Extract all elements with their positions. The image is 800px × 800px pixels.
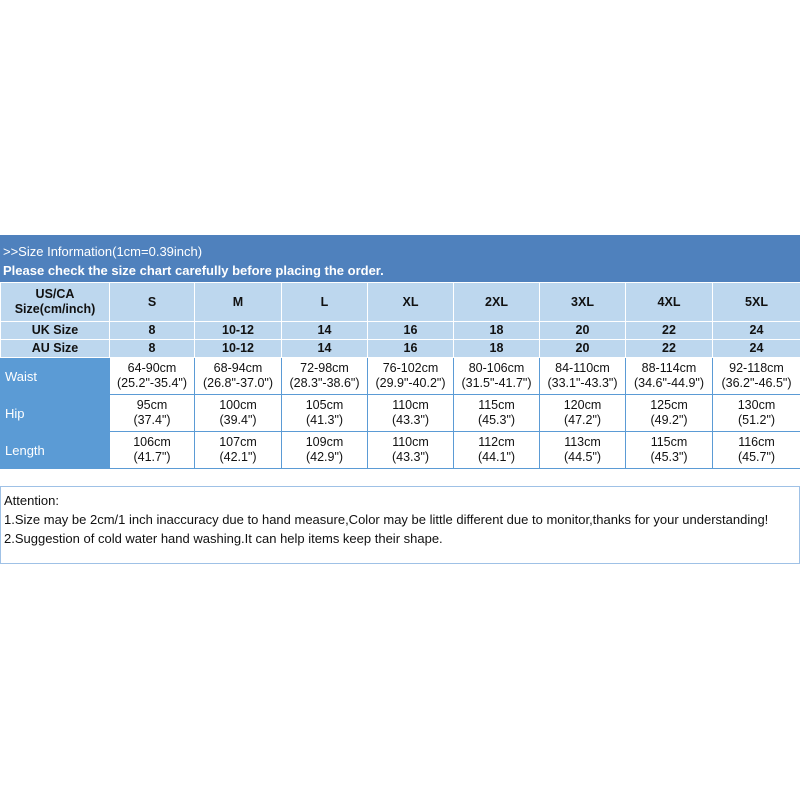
measurement-inch: (36.2"-46.5") [721,376,792,390]
measurement-cell [195,395,282,432]
uk-size-cell: 18 [454,322,540,340]
au-size-cell: 18 [454,340,540,358]
measurement-cell [713,432,800,469]
au-size-cell: 14 [282,340,368,358]
uk-size-cell: 10-12 [195,322,282,340]
measurement-cell [454,432,540,469]
measurement-cell [713,395,800,432]
measurement-cm: 115cm [478,398,515,412]
size-check-notice: Please check the size chart carefully before placing the order. [3,263,384,278]
uk-size-cell: 24 [713,322,800,340]
waist-row [1,358,800,395]
uk-size-cell: 22 [626,322,713,340]
attention-title: Attention: [4,493,59,508]
uk-size-cell: 14 [282,322,368,340]
size-cell: S [110,283,195,322]
measurement-cell [454,358,540,395]
measurement-inch: (45.7") [737,450,776,464]
au-size-cell: 24 [713,340,800,358]
au-size-cell: 16 [368,340,454,358]
us-size-row [1,283,800,322]
measurement-cm: 84-110cm [555,361,610,375]
measurement-cm: 115cm [650,435,688,449]
measurement-cell [540,432,626,469]
measurement-cell [195,432,282,469]
au-size-cell: 20 [540,340,626,358]
size-info-title: >>Size Information(1cm=0.39inch) [3,244,203,259]
measurement-cm: 95cm [136,398,168,412]
uk-size-cell: 20 [540,322,626,340]
measurement-cm: 68-94cm [213,361,263,375]
hip-row [1,395,800,432]
measurement-cell [368,432,454,469]
measurement-inch: (29.9"-40.2") [375,376,446,390]
uk-size-cell: 16 [368,322,454,340]
measurement-cm: 72-98cm [300,361,349,375]
size-cell: L [282,283,368,322]
measurement-inch: (43.3") [391,450,430,464]
measurement-inch: (49.2") [650,413,688,427]
size-cell: XL [368,283,454,322]
measurement-cm: 76-102cm [382,361,439,375]
measurement-inch: (39.4") [219,413,257,427]
attention-note-2: 2.Suggestion of cold water hand washing.It can help items keep their shape. [4,531,443,546]
measurement-cm: 80-106cm [468,361,525,375]
measurement-inch: (26.8"-37.0") [202,376,274,390]
measurement-cell [368,358,454,395]
au-size-label: AU Size [1,340,110,358]
measurement-inch: (28.3"-38.6") [289,376,360,390]
measurement-cm: 125cm [650,398,688,412]
us-size-label-line2: Size(cm/inch) [14,302,96,316]
measurement-inch: (41.7") [133,450,171,464]
measurement-cell [282,358,368,395]
measurement-cell [110,358,195,395]
measurement-cell [626,395,713,432]
measurement-inch: (44.5") [563,450,602,464]
measurement-cell [110,395,195,432]
measurement-cm: 92-118cm [729,361,784,375]
uk-size-label: UK Size [1,322,110,340]
size-cell: 2XL [454,283,540,322]
measurement-inch: (42.1") [219,450,257,464]
measurement-cm: 113cm [564,435,601,449]
measurement-cell [540,395,626,432]
size-chart [0,235,800,564]
measurement-cell [626,432,713,469]
measurement-cm: 110cm [392,398,429,412]
measurement-cm: 130cm [737,398,776,412]
measurement-inch: (44.1") [477,450,516,464]
measurement-cm: 120cm [563,398,602,412]
measurement-cm: 116cm [738,435,775,449]
uk-size-cell: 8 [110,322,195,340]
measurement-inch: (47.2") [563,413,602,427]
measurement-cell [713,358,800,395]
measurement-cm: 100cm [219,398,257,412]
measurement-cell [110,432,195,469]
uk-size-row [1,322,800,340]
size-cell: M [195,283,282,322]
measurement-cell [626,358,713,395]
measurement-label: Length [1,432,110,469]
measurement-inch: (42.9") [305,450,344,464]
measurement-inch: (45.3") [650,450,688,464]
measurement-inch: (41.3") [305,413,344,427]
au-size-cell: 10-12 [195,340,282,358]
measurement-inch: (43.3") [391,413,430,427]
us-size-label-line1: US/CA [35,287,75,301]
measurement-cm: 64-90cm [127,361,177,375]
measurement-cell [195,358,282,395]
measurement-inch: (25.2"-35.4") [116,376,188,390]
measurement-cm: 105cm [305,398,344,412]
measurement-cm: 107cm [219,435,257,449]
length-row [1,432,800,469]
attention-note-1: 1.Size may be 2cm/1 inch inaccuracy due to hand measure,Color may be little different due to monitor,thanks for your understanding! [4,512,769,527]
size-cell: 3XL [540,283,626,322]
measurement-inch: (45.3") [477,413,516,427]
measurement-cm: 109cm [305,435,344,449]
measurement-cell [540,358,626,395]
measurement-label: Waist [1,358,110,395]
measurement-cm: 88-114cm [641,361,697,375]
measurement-cell [282,432,368,469]
measurement-cell [454,395,540,432]
au-size-cell: 8 [110,340,195,358]
measurement-inch: (33.1"-43.3") [547,376,618,390]
measurement-cell [282,395,368,432]
attention-notes [0,486,800,564]
size-cell: 5XL [713,283,800,322]
measurement-inch: (31.5"-41.7") [461,376,532,390]
au-size-cell: 22 [626,340,713,358]
measurement-cm: 106cm [133,435,171,449]
size-table [0,282,800,469]
measurement-inch: (51.2") [737,413,776,427]
measurement-cm: 112cm [478,435,515,449]
us-size-label [1,283,110,322]
measurement-cm: 110cm [392,435,429,449]
measurement-inch: (37.4") [133,413,171,427]
au-size-row [1,340,800,358]
measurement-label: Hip [1,395,110,432]
measurement-cell [368,395,454,432]
measurement-inch: (34.6"-44.9") [633,376,705,390]
size-cell: 4XL [626,283,713,322]
size-info-header [0,235,800,282]
